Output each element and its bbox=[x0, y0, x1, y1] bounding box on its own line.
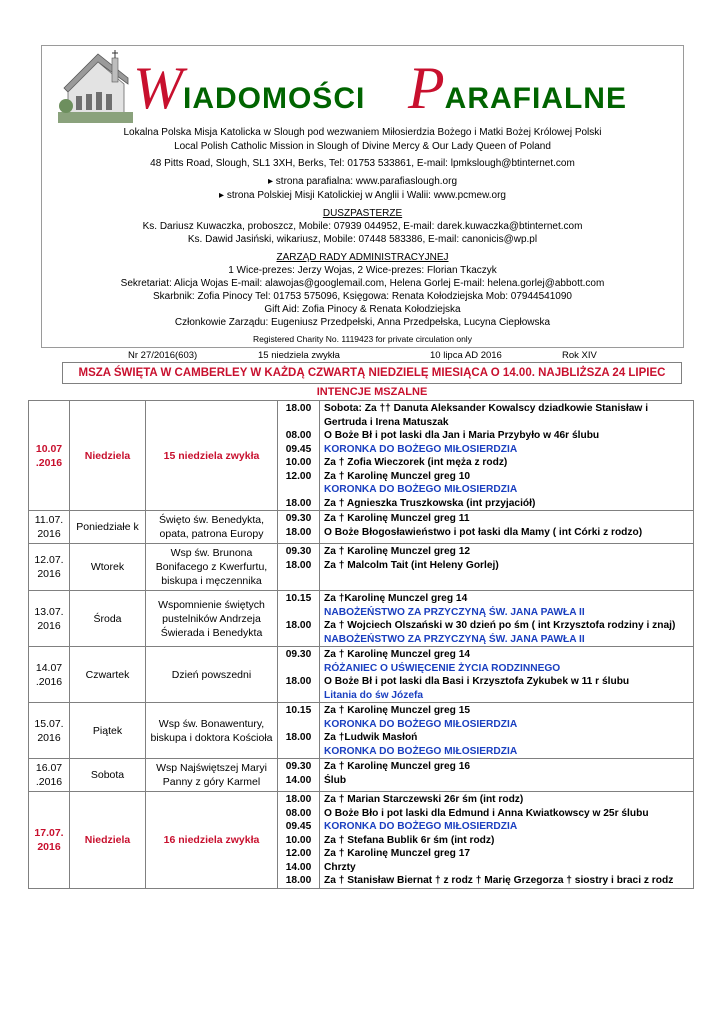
issue-sunday: 15 niedziela zwykła bbox=[258, 350, 340, 361]
schedule-row bbox=[29, 591, 694, 647]
intention-line: RÓŻANIEC O UŚWIĘCENIE ŻYCIA RODZINNEGO bbox=[324, 662, 561, 674]
mass-time bbox=[278, 606, 319, 620]
intention-line: Za † Karolinę Munczel greg 15 bbox=[324, 705, 471, 716]
mass-time: 18.00 bbox=[285, 676, 312, 687]
clergy-line-2: Ks. Dawid Jasiński, wikariusz, Mobile: 07448 583386, E-mail: canonicis@wp.pl bbox=[187, 234, 538, 245]
intention-line: Za † Karolinę Munczel greg 14 bbox=[324, 649, 471, 660]
schedule-times bbox=[278, 511, 320, 544]
masthead-word-2: ARAFIALNE bbox=[444, 82, 627, 115]
schedule-date: 16.07 .2016 bbox=[29, 759, 70, 792]
schedule-feast: Wsp św. Brunona Bonifacego z Kwerfurtu, biskupa i męczennika bbox=[146, 544, 278, 591]
intention-line: Za †Ludwik Masłoń bbox=[324, 732, 418, 743]
board-line-1: 1 Wice-prezes: Jerzy Wojas, 2 Wice-prezes: Florian Tkaczyk bbox=[228, 265, 497, 276]
website-parish-link[interactable]: strona parafialna: www.parafiaslough.org bbox=[275, 176, 458, 187]
schedule-date: 11.07. 2016 bbox=[29, 511, 70, 544]
schedule-day: Poniedziałe k bbox=[70, 511, 146, 544]
address-line: 48 Pitts Road, Slough, SL1 3XH, Berks, Tel: 01753 533861, E-mail: lpmkslough@btinternet.com bbox=[150, 158, 575, 169]
schedule-row bbox=[29, 544, 694, 591]
intention-line: O Boże Błogosławieństwo i pot łaski dla Mamy ( int Córki z rodzo) bbox=[324, 526, 643, 538]
mass-time: 14.00 bbox=[285, 774, 312, 786]
intention-line: Za † Wojciech Olszański w 30 dzień po śm ( int Krzysztofa rodziny i znaj) bbox=[324, 620, 676, 631]
masthead-word-1: IADOMOŚCI bbox=[182, 82, 366, 115]
intention-line: Za † Karolinę Munczel greg 11 bbox=[324, 513, 470, 524]
board-heading: ZARZĄD RADY ADMINISTRACYJNEJ bbox=[276, 252, 449, 263]
schedule-times bbox=[278, 647, 320, 703]
schedule-day: Sobota bbox=[70, 759, 146, 792]
website-pcmew-link[interactable]: strona Polskiej Misji Katolickiej w Anglii i Walii: www.pcmew.org bbox=[226, 190, 506, 201]
mass-time: 18.00 bbox=[285, 620, 312, 631]
issue-date: 10 lipca AD 2016 bbox=[430, 350, 502, 361]
intention-line: Za †Karolinę Munczel greg 14 bbox=[324, 593, 468, 604]
mass-time: 10.15 bbox=[285, 593, 312, 604]
schedule-times bbox=[278, 759, 320, 792]
intention-line: Za † Karolinę Munczel greg 17 bbox=[324, 848, 471, 859]
schedule-times bbox=[278, 544, 320, 591]
schedule-feast: Wsp Najświętszej Maryi Panny z góry Karmel bbox=[146, 759, 278, 792]
intention-line: Ślub bbox=[324, 774, 347, 786]
intention-line: Litania do św Józefa bbox=[324, 689, 424, 701]
mass-time bbox=[278, 745, 319, 759]
schedule-feast: Wspomnienie świętych pustelników Andrzeja Świerada i Benedykta bbox=[146, 591, 278, 647]
mass-time: 18.00 bbox=[285, 559, 312, 571]
intention-line: Gertruda i Irena Matuszak bbox=[324, 416, 449, 428]
masthead-title bbox=[133, 55, 683, 128]
intentions-title: INTENCJE MSZALNE bbox=[316, 386, 428, 398]
schedule-feast: Wsp św. Bonawentury, biskupa i doktora Kościoła bbox=[146, 703, 278, 759]
mass-time: 09.30 bbox=[285, 761, 312, 772]
schedule-intentions bbox=[320, 792, 694, 889]
intention-line: Za † Stanisław Biernat † z rodz † Marię Grzegorza † siostry i braci z rodz bbox=[324, 875, 674, 886]
intention-line: Sobota: Za †† Danuta Aleksander Kowalscy dziadkowie Stanisław i bbox=[324, 403, 649, 414]
website-line-2 bbox=[45, 189, 680, 203]
mass-time: 09.30 bbox=[285, 546, 312, 557]
mass-time: 09.30 bbox=[285, 649, 312, 660]
intention-line: Za † Marian Starczewski 26r śm (int rodz) bbox=[324, 794, 524, 805]
intention-line: KORONKA DO BOŻEGO MIŁOSIERDZIA bbox=[324, 821, 518, 832]
mass-time: 10.00 bbox=[285, 457, 312, 468]
intention-line: Za † Karolinę Munczel greg 16 bbox=[324, 761, 471, 772]
schedule-feast: 15 niedziela zwykła bbox=[146, 401, 278, 511]
camberley-banner: MSZA ŚWIĘTA W CAMBERLEY W KAŻDĄ CZWARTĄ NIEDZIELĘ MIESIĄCA O 14.00. NAJBLIŻSZA 24 LIPIEC bbox=[62, 362, 682, 384]
masthead-initial-w: W bbox=[133, 55, 183, 121]
issue-year: Rok XIV bbox=[562, 350, 597, 361]
intention-line: O Boże Bło i pot laski dla Edmund i Anna Kwiatkowscy w 25r ślubu bbox=[324, 807, 649, 819]
mass-time: 12.00 bbox=[285, 470, 312, 482]
schedule-day: Niedziela bbox=[70, 792, 146, 889]
board-line-4: Gift Aid: Zofia Pinocy & Renata Kołodziejska bbox=[264, 304, 461, 315]
schedule-intentions bbox=[320, 647, 694, 703]
intention-line: O Boże Bł i pot laski dla Jan i Maria Przybyło w 46r ślubu bbox=[324, 430, 600, 441]
intention-line: KORONKA DO BOŻEGO MIŁOSIERDZIA bbox=[324, 718, 518, 730]
mission-name-en: Local Polish Catholic Mission in Slough of Divine Mercy & Our Lady Queen of Poland bbox=[174, 141, 551, 152]
schedule-date: 14.07 .2016 bbox=[29, 647, 70, 703]
mass-time: 18.00 bbox=[285, 875, 312, 886]
intention-line: Za † Zofia Wieczorek (int męża z rodz) bbox=[324, 457, 508, 468]
mass-time: 09.30 bbox=[285, 513, 312, 524]
intention-line: KORONKA DO BOŻEGO MIŁOSIERDZIA bbox=[324, 745, 518, 757]
mass-time: 12.00 bbox=[285, 848, 312, 859]
mass-time: 18.00 bbox=[285, 732, 312, 743]
intention-line: Chrzty bbox=[324, 861, 356, 873]
schedule-feast: Święto św. Benedykta, opata, patrona Europy bbox=[146, 511, 278, 544]
masthead-initial-p: P bbox=[408, 55, 445, 121]
mass-time: 09.45 bbox=[285, 821, 312, 832]
schedule-intentions bbox=[320, 511, 694, 544]
schedule-intentions bbox=[320, 401, 694, 511]
board-line-3: Skarbnik: Zofia Pinocy Tel: 01753 575096, Księgowa: Renata Kołodziejska Mob: 07944541090 bbox=[153, 291, 572, 302]
schedule-date: 10.07 .2016 bbox=[29, 401, 70, 511]
intention-line: NABOŻEŃSTWO ZA PRZYCZYNĄ ŚW. JANA PAWŁA II bbox=[324, 606, 585, 618]
website-line-1 bbox=[45, 175, 680, 189]
mass-time bbox=[278, 689, 319, 703]
mass-time: 14.00 bbox=[285, 861, 312, 873]
schedule-date: 15.07. 2016 bbox=[29, 703, 70, 759]
intention-line: Za † Karolinę Munczel greg 10 bbox=[324, 470, 471, 482]
mission-name-pl: Lokalna Polska Misja Katolicka w Slough pod wezwaniem Miłosierdzia Bożego i Matki Bożej Królowej Polski bbox=[123, 127, 602, 138]
intention-line: Za † Malcolm Tait (int Heleny Gorlej) bbox=[324, 559, 499, 571]
arrow-icon: ▸ bbox=[219, 190, 227, 201]
intention-line: O Boże Bł i pot laski dla Basi i Krzysztofa Zykubek w 11 r ślubu bbox=[324, 676, 630, 687]
schedule-row bbox=[29, 511, 694, 544]
schedule-times bbox=[278, 703, 320, 759]
mass-intentions-table bbox=[28, 400, 694, 889]
schedule-intentions bbox=[320, 759, 694, 792]
intention-line: Za † Agnieszka Truszkowska (int przyjaciół) bbox=[324, 497, 536, 509]
charity-line: Registered Charity No. 1119423 for private circulation only bbox=[253, 334, 472, 344]
schedule-row bbox=[29, 647, 694, 703]
schedule-day: Wtorek bbox=[70, 544, 146, 591]
mass-time bbox=[278, 718, 319, 732]
clergy-line-1: Ks. Dariusz Kuwaczka, proboszcz, Mobile: 07939 044952, E-mail: darek.kuwaczka@btinternet.com bbox=[142, 221, 583, 232]
schedule-row bbox=[29, 703, 694, 759]
mass-time: 18.00 bbox=[285, 497, 312, 509]
mass-time: 18.00 bbox=[285, 794, 312, 805]
schedule-feast: 16 niedziela zwykła bbox=[146, 792, 278, 889]
mass-time: 09.45 bbox=[285, 443, 312, 455]
schedule-times bbox=[278, 792, 320, 889]
mass-time: 18.00 bbox=[285, 403, 312, 414]
intention-line: KORONKA DO BOŻEGO MIŁOSIERDZIA bbox=[324, 484, 518, 495]
schedule-date: 13.07. 2016 bbox=[29, 591, 70, 647]
board-line-2: Sekretariat: Alicja Wojas E-mail: alawojas@googlemail.com, Helena Gorlej E-mail: helena.gorlej@abbott.com bbox=[120, 278, 605, 289]
mass-time: 10.00 bbox=[285, 834, 312, 846]
mass-time bbox=[278, 633, 319, 647]
mass-time: 08.00 bbox=[285, 430, 312, 441]
intention-line: NABOŻEŃSTWO ZA PRZYCZYNĄ ŚW. JANA PAWŁA II bbox=[324, 633, 585, 645]
mass-time: 10.15 bbox=[285, 705, 312, 716]
clergy-heading: DUSZPASTERZE bbox=[322, 208, 403, 219]
mass-time bbox=[278, 662, 319, 676]
mass-time bbox=[278, 483, 319, 497]
schedule-row bbox=[29, 759, 694, 792]
intention-line: Za † Karolinę Munczel greg 12 bbox=[324, 546, 471, 557]
schedule-date: 17.07. 2016 bbox=[29, 792, 70, 889]
schedule-intentions bbox=[320, 703, 694, 759]
schedule-row bbox=[29, 792, 694, 889]
schedule-feast: Dzień powszedni bbox=[146, 647, 278, 703]
schedule-times bbox=[278, 591, 320, 647]
board-line-5: Członkowie Zarządu: Eugeniusz Przedpełski, Anna Przedpełska, Lucyna Ciepłowska bbox=[174, 317, 551, 328]
mass-time: 18.00 bbox=[285, 526, 312, 538]
schedule-intentions bbox=[320, 591, 694, 647]
schedule-intentions bbox=[320, 544, 694, 591]
schedule-day: Środa bbox=[70, 591, 146, 647]
schedule-day: Niedziela bbox=[70, 401, 146, 511]
issue-number: Nr 27/2016(603) bbox=[128, 350, 198, 361]
schedule-row bbox=[29, 401, 694, 511]
schedule-times bbox=[278, 401, 320, 511]
intention-line: KORONKA DO BOŻEGO MIŁOSIERDZIA bbox=[324, 443, 518, 455]
intention-line: Za † Stefana Bublik 6r śm (int rodz) bbox=[324, 834, 495, 846]
mass-time: 08.00 bbox=[285, 807, 312, 819]
arrow-icon: ▸ bbox=[267, 176, 276, 187]
mass-time bbox=[278, 416, 319, 430]
church-logo bbox=[58, 48, 133, 123]
schedule-date: 12.07. 2016 bbox=[29, 544, 70, 591]
schedule-day: Czwartek bbox=[70, 647, 146, 703]
schedule-day: Piątek bbox=[70, 703, 146, 759]
